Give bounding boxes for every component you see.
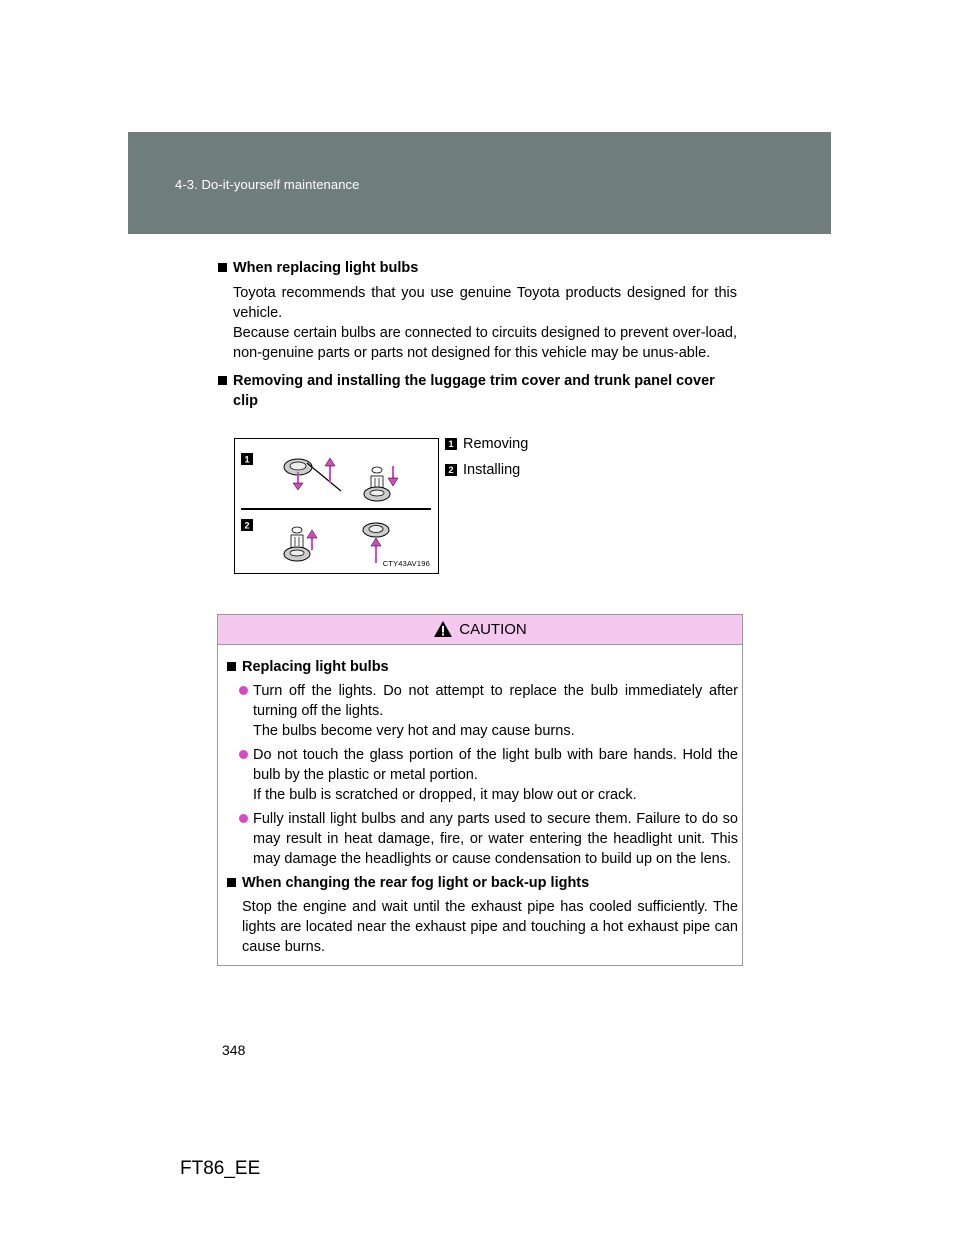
caution-heading-fog-backup-lights: When changing the rear fog light or back-up lights [225,873,738,893]
paragraph-recommendation: Toyota recommends that you use genuine Toyota products designed for this vehicle. [233,285,737,321]
document-code: FT86_EE [180,1158,261,1179]
warning-triangle-icon [433,619,453,648]
legend-item-removing: 1 Removing [445,436,645,462]
clip-diagram-icon [235,439,438,573]
caution-heading-replacing-bulbs: Replacing light bulbs [225,657,738,677]
figure-legend [445,436,645,488]
chapter-title: 4-3. Do-it-yourself maintenance [175,177,360,192]
main-content [217,258,737,411]
chapter-header [128,132,831,234]
caution-title: CAUTION [459,621,527,638]
number-badge-icon: 2 [445,464,457,476]
caution-body [218,645,742,957]
clip-removing-1-icon [284,458,341,491]
svg-text:1: 1 [244,454,250,465]
number-badge-icon: 1 [445,438,457,450]
dot-bullet-icon [239,686,248,695]
page-number: 348 [222,1042,246,1058]
legend-item-installing: 2 Installing [445,462,645,488]
clip-installing-1-icon [284,527,317,561]
caution-box [217,614,743,966]
section-heading-trim-cover-clip: Removing and installing the luggage trim cover and trunk panel cover clip [217,371,737,411]
square-bullet-icon [218,376,227,385]
clip-removing-2-icon [364,466,398,501]
caution-bullet-glass-portion: Do not touch the glass portion of the light bulb with bare hands. Hold the bulb by the plastic or metal portion. If the bulb is scratched or dropped, it may blow out or crack. [225,745,738,805]
dot-bullet-icon [239,814,248,823]
clip-figure-row [234,436,794,576]
square-bullet-icon [218,263,227,272]
section-heading-replacing-bulbs: When replacing light bulbs [217,258,737,278]
caution-bullet-hot-bulbs: Turn off the lights. Do not attempt to replace the bulb immediately after turning off the lights. The bulbs become very hot and may cause burns. [225,681,738,741]
caution-header [218,615,742,645]
square-bullet-icon [227,662,236,671]
caution-paragraph-exhaust: Stop the engine and wait until the exhaust pipe has cooled sufficiently. The lights are located near the exhaust pipe and touching a hot exhaust pipe can cause burns. [242,899,738,955]
clip-illustration [234,438,439,574]
figure-code: CTY43AV196 [382,559,430,568]
dot-bullet-icon [239,750,248,759]
paragraph-overload-warning: Because certain bulbs are connected to circuits designed to prevent over-load, non-genuine parts or parts not designed for this vehicle may be unus-able. [233,325,737,361]
clip-installing-2-icon [363,523,389,563]
caution-bullet-install-fully: Fully install light bulbs and any parts used to secure them. Failure to do so may result in heat damage, fire, or water entering the headlight unit. This may damage the headlights or cause condensation to build up on the lens. [225,809,738,869]
square-bullet-icon [227,878,236,887]
svg-text:2: 2 [244,520,250,531]
